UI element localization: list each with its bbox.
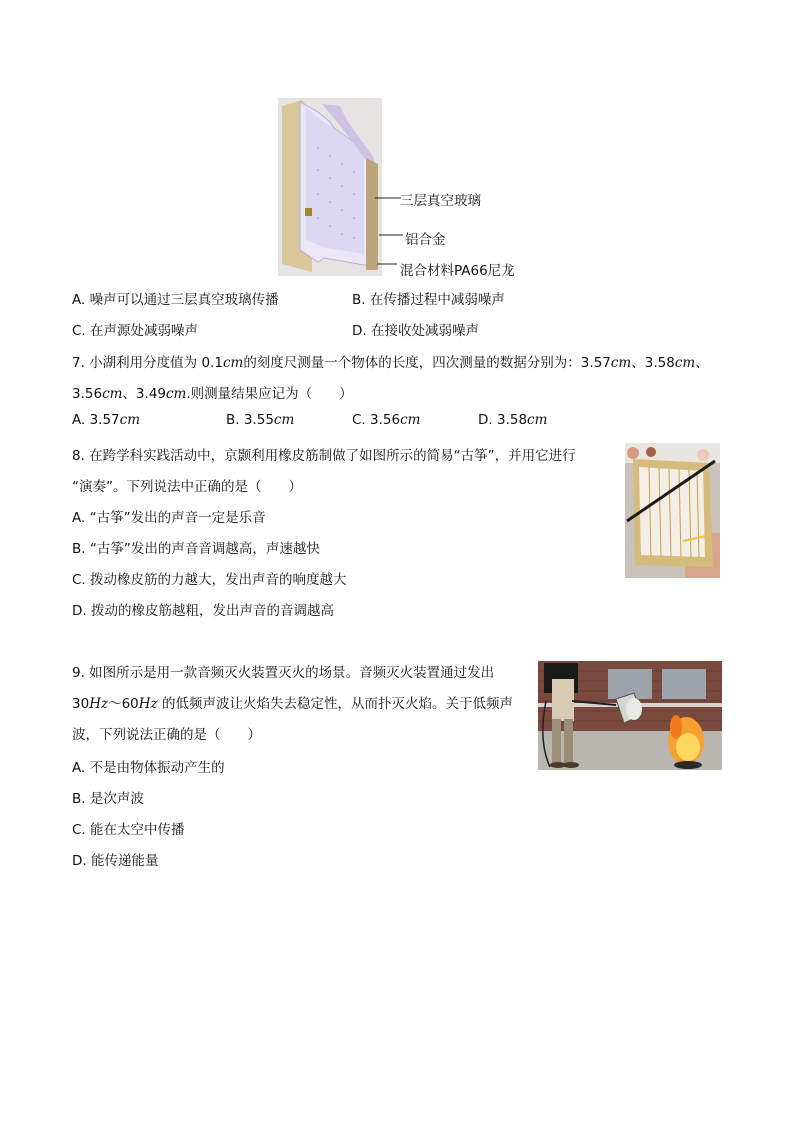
label-triple-glass: 三层真空玻璃 bbox=[400, 193, 481, 209]
q9-option-a: A. 不是由物体振动产生的 bbox=[72, 760, 225, 776]
q7-stem-line1: 7. 小湖利用分度值为 0.1cm的刻度尺测量一个物体的长度，四次测量的数据分别为：3.57cm、3.58cm、 bbox=[72, 355, 709, 371]
q8-option-b: B. “古筝”发出的声音音调越高，声速越快 bbox=[72, 541, 320, 557]
q9-option-b: B. 是次声波 bbox=[72, 791, 144, 807]
q9-stem-line3: 波，下列说法正确的是（ ） bbox=[72, 727, 261, 743]
q8-option-a: A. “古筝”发出的声音一定是乐音 bbox=[72, 510, 266, 526]
q9-stem-line1: 9. 如图所示是用一款音频灭火装置灭火的场景。音频灭火装置通过发出 bbox=[72, 665, 495, 681]
q7-stem-line2: 3.56cm、3.49cm.则测量结果应记为（ ） bbox=[72, 386, 353, 402]
label-aluminum-alloy: 铝合金 bbox=[405, 232, 446, 248]
q8-stem-line2: “演奏”。下列说法中正确的是（ ） bbox=[72, 479, 302, 495]
q6-option-a: A. 噪声可以通过三层真空玻璃传播 bbox=[72, 292, 279, 308]
vacuum-glass-figure bbox=[278, 98, 382, 276]
guzheng-photo bbox=[625, 443, 720, 578]
vacuum-glass-illustration bbox=[278, 98, 382, 276]
q9-option-d: D. 能传递能量 bbox=[72, 853, 159, 869]
q7-option-c: C. 3.56cm bbox=[352, 412, 421, 428]
q8-option-c: C. 拨动橡皮筋的力越大，发出声音的响度越大 bbox=[72, 572, 347, 588]
label-nylon: 混合材料PA66尼龙 bbox=[400, 263, 515, 279]
q7-option-a: A. 3.57cm bbox=[72, 412, 141, 428]
q6-option-c: C. 在声源处减弱噪声 bbox=[72, 323, 199, 339]
q8-stem-line1: 8. 在跨学科实践活动中，京颢利用橡皮筋制做了如图所示的简易“古筝”，并用它进行 bbox=[72, 448, 576, 464]
q7-option-d: D. 3.58cm bbox=[478, 412, 548, 428]
q7-option-b: B. 3.55cm bbox=[226, 412, 295, 428]
q9-option-c: C. 能在太空中传播 bbox=[72, 822, 185, 838]
fire-extinguisher-photo bbox=[538, 661, 722, 770]
q6-option-b: B. 在传播过程中减弱噪声 bbox=[352, 292, 505, 308]
q6-option-d: D. 在接收处减弱噪声 bbox=[352, 323, 479, 339]
q9-stem-line2: 30Hz～60Hz 的低频声波让火焰失去稳定性，从而扑灭火焰。关于低频声 bbox=[72, 696, 513, 712]
q8-option-d: D. 拨动的橡皮筋越粗，发出声音的音调越高 bbox=[72, 603, 334, 619]
